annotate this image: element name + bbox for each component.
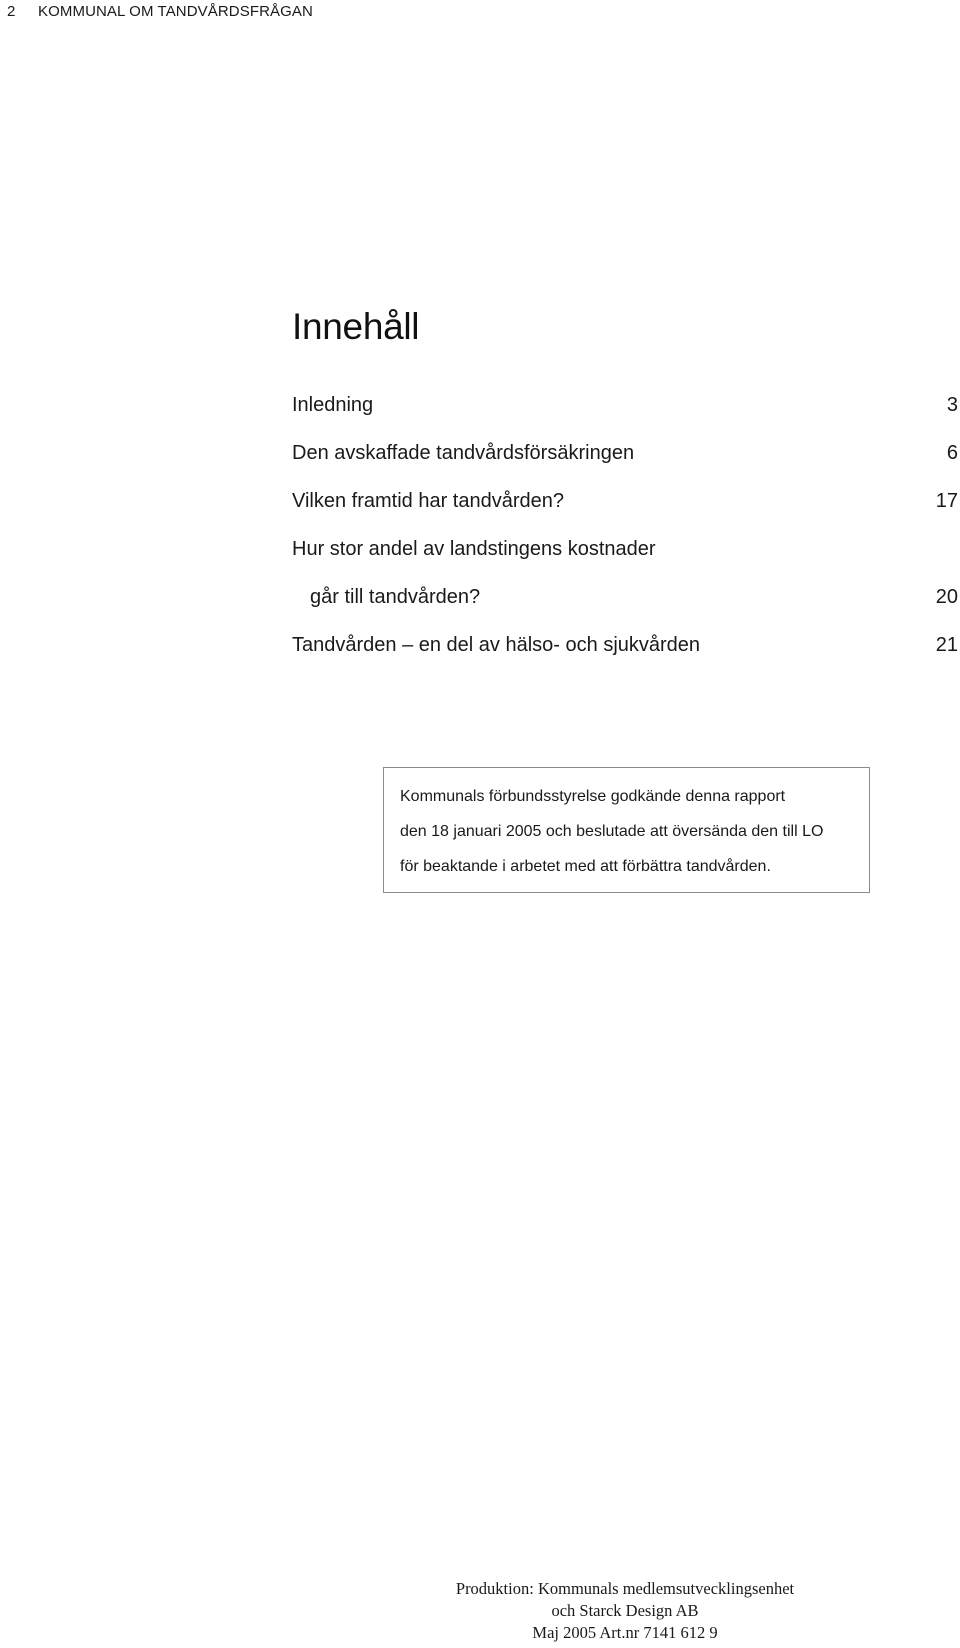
toc-entry-page: 17 bbox=[935, 490, 958, 512]
approval-note-line: den 18 januari 2005 och beslutade att översända den till LO bbox=[400, 823, 824, 840]
toc-entry-kostnader[interactable] bbox=[292, 537, 958, 633]
colophon bbox=[420, 1578, 830, 1644]
toc-entry-inledning[interactable] bbox=[292, 393, 958, 441]
toc-entry-page: 21 bbox=[935, 634, 958, 656]
running-header bbox=[7, 3, 313, 20]
toc-entry-page: 20 bbox=[935, 586, 958, 608]
page-number: 2 bbox=[7, 3, 16, 20]
toc-entry-label: Tandvården – en del av hälso- och sjukvården bbox=[292, 634, 701, 656]
toc-entry-label: Den avskaffade tandvårdsförsäkringen bbox=[292, 442, 635, 464]
toc-entry-halso-sjukvard[interactable] bbox=[292, 633, 958, 681]
toc-entry-tandvardsforsakringen[interactable] bbox=[292, 441, 958, 489]
colophon-line: och Starck Design AB bbox=[551, 1601, 699, 1620]
approval-note-line: för beaktande i arbetet med att förbättra tandvården. bbox=[400, 858, 771, 875]
toc-entry-continuation: går till tandvården? bbox=[310, 586, 481, 608]
colophon-line: Maj 2005 Art.nr 7141 612 9 bbox=[532, 1623, 718, 1642]
toc-entry-page: 6 bbox=[946, 442, 958, 464]
toc-entry-label: Vilken framtid har tandvården? bbox=[292, 490, 565, 512]
toc-entry-label: Hur stor andel av landstingens kostnader bbox=[292, 538, 656, 560]
approval-note-box bbox=[383, 767, 870, 893]
running-title: KOMMUNAL OM TANDVÅRDSFRÅGAN bbox=[38, 3, 313, 20]
table-of-contents bbox=[292, 393, 958, 681]
toc-entry-framtid[interactable] bbox=[292, 489, 958, 537]
colophon-line: Produktion: Kommunals medlemsutvecklingsenhet bbox=[455, 1579, 795, 1598]
approval-note-line: Kommunals förbundsstyrelse godkände denna rapport bbox=[400, 788, 786, 805]
toc-entry-label: Inledning bbox=[292, 394, 374, 416]
toc-title: Innehåll bbox=[292, 306, 420, 347]
toc-entry-page: 3 bbox=[946, 394, 958, 416]
